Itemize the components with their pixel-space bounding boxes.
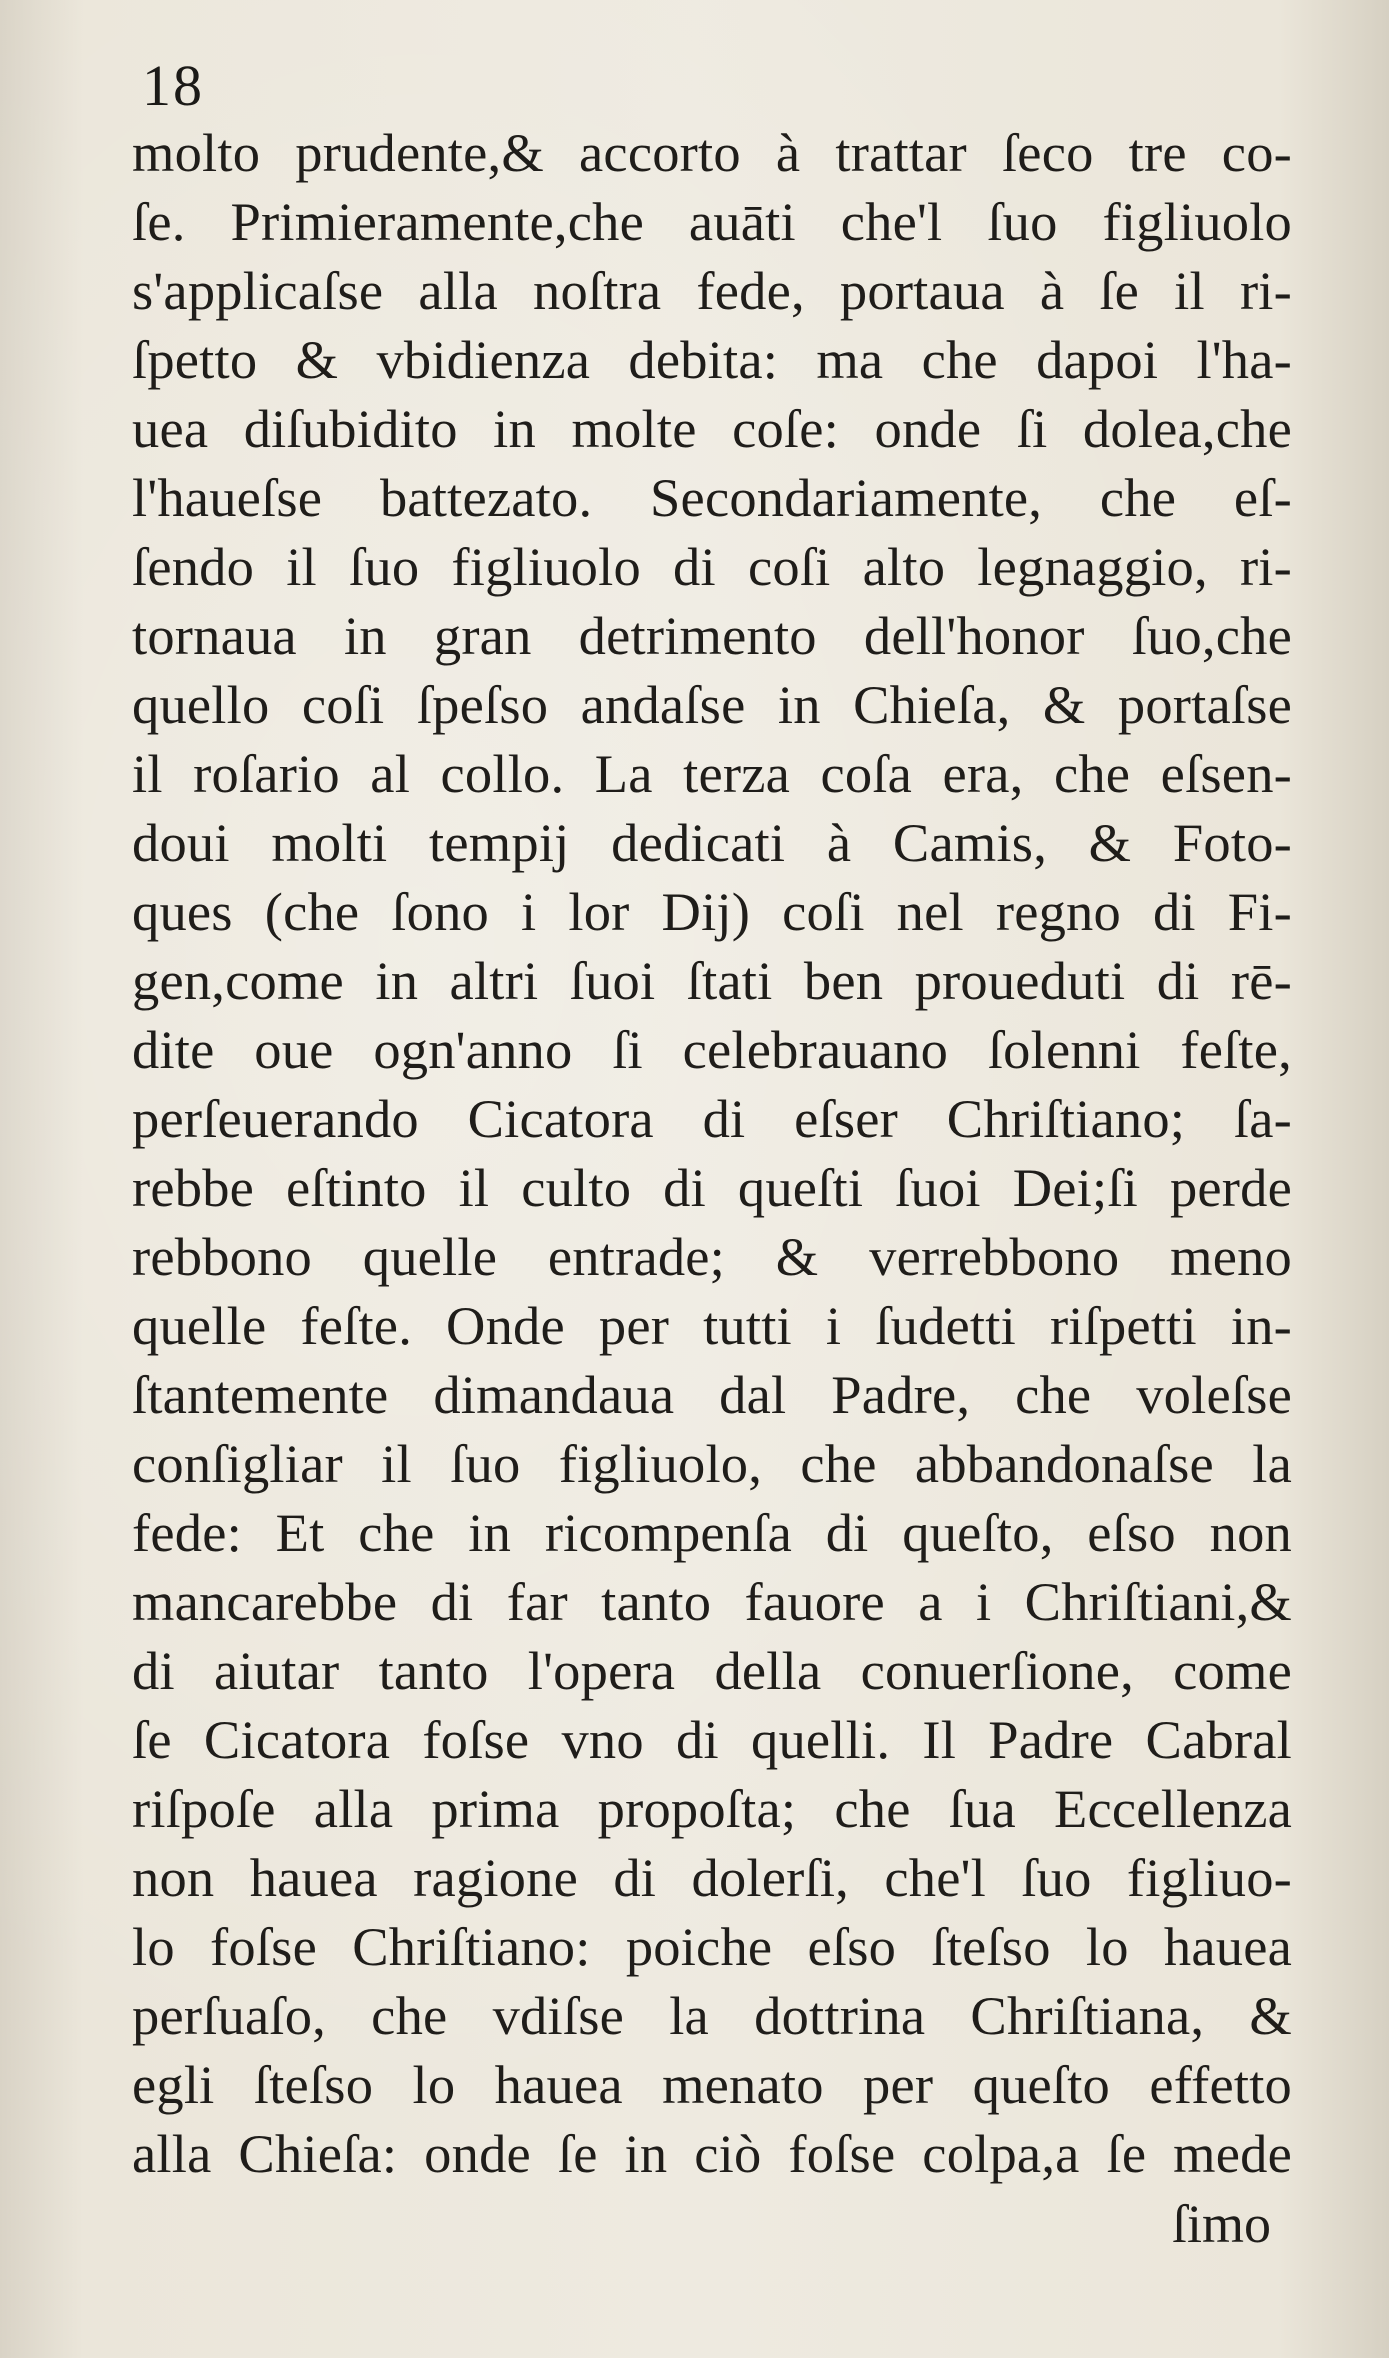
text-line: ſendo il ſuo figliuolo di coſi alto legnaggio, ri-	[132, 536, 1292, 597]
text-line: ques (che ſono i lor Dij) coſi nel regno di Fi-	[132, 881, 1292, 942]
text-line: doui molti tempij dedicati à Camis, & Foto-	[132, 812, 1292, 873]
text-line: tornaua in gran detrimento dell'honor ſuo,che	[132, 605, 1292, 666]
text-line: gen,come in altri ſuoi ſtati ben proueduti di rē-	[132, 950, 1292, 1011]
text-line: rebbe eſtinto il culto di queſti ſuoi Dei;ſi perde	[132, 1157, 1292, 1218]
text-line: l'haueſse battezato. Secondariamente, che eſ-	[132, 467, 1292, 528]
text-line: egli ſteſso lo hauea menato per queſto effetto	[132, 2054, 1292, 2115]
text-line: il roſario al collo. La terza coſa era, che eſsen-	[132, 743, 1292, 804]
text-line: non hauea ragione di dolerſi, che'l ſuo figliuo-	[132, 1847, 1292, 1908]
body-text	[132, 118, 1292, 2188]
text-line: conſigliar il ſuo figliuolo, che abbandonaſse la	[132, 1433, 1292, 1494]
page-number: 18	[142, 53, 204, 118]
text-line: perſuaſo, che vdiſse la dottrina Chriſtiana, &	[132, 1985, 1292, 2046]
text-line: quelle feſte. Onde per tutti i ſudetti riſpetti in-	[132, 1295, 1292, 1356]
text-line: dite oue ogn'anno ſi celebrauano ſolenni feſte,	[132, 1019, 1292, 1080]
text-line: ſe Cicatora foſse vno di quelli. Il Padre Cabral	[132, 1709, 1292, 1770]
text-line: riſpoſe alla prima propoſta; che ſua Eccellenza	[132, 1778, 1292, 1839]
text-line: quello coſi ſpeſso andaſse in Chieſa, & portaſse	[132, 674, 1292, 735]
catchword: ſimo	[1171, 2194, 1271, 2254]
text-line: di aiutar tanto l'opera della conuerſione, come	[132, 1640, 1292, 1701]
text-line: ſtantemente dimandaua dal Padre, che voleſse	[132, 1364, 1292, 1425]
text-line: perſeuerando Cicatora di eſser Chriſtiano; ſa-	[132, 1088, 1292, 1149]
text-line: lo foſse Chriſtiano: poiche eſso ſteſso lo hauea	[132, 1916, 1292, 1977]
text-line: uea diſubidito in molte coſe: onde ſi dolea,che	[132, 398, 1292, 459]
text-line: ſe. Primieramente,che auāti che'l ſuo figliuolo	[132, 191, 1292, 252]
text-line: mancarebbe di far tanto fauore a i Chriſtiani,&	[132, 1571, 1292, 1632]
text-line: fede: Et che in ricompenſa di queſto, eſso non	[132, 1502, 1292, 1563]
text-line: rebbono quelle entrade; & verrebbono meno	[132, 1226, 1292, 1287]
text-line: ſpetto & vbidienza debita: ma che dapoi l'ha-	[132, 329, 1292, 390]
text-line: s'applicaſse alla noſtra fede, portaua à ſe il ri-	[132, 260, 1292, 321]
text-line: molto prudente,& accorto à trattar ſeco tre co-	[132, 122, 1292, 183]
text-line: alla Chieſa: onde ſe in ciò foſse colpa,a ſe mede	[132, 2123, 1292, 2184]
